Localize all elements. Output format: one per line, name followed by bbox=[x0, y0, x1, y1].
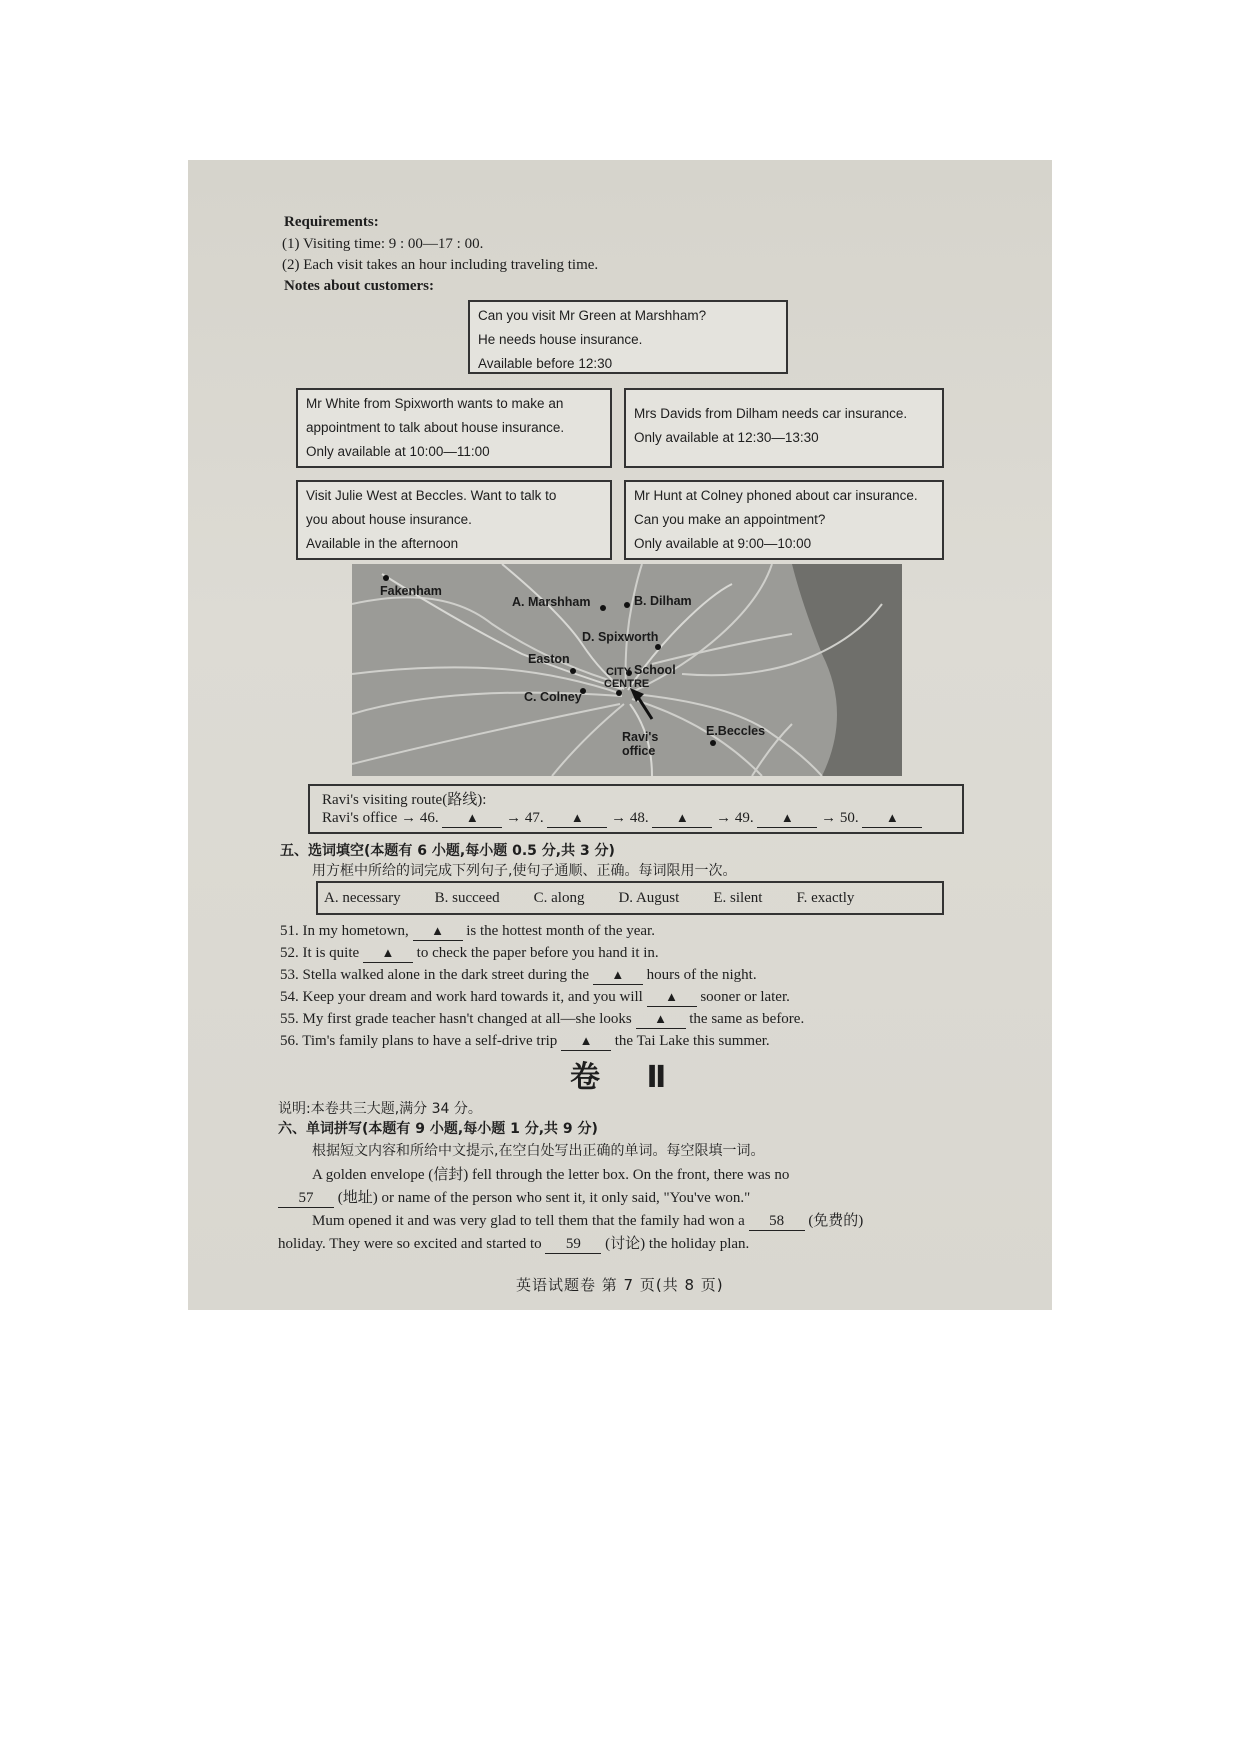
easton-dot bbox=[570, 668, 576, 674]
choice-d: D. August bbox=[618, 889, 680, 906]
blank-number: 59 bbox=[565, 1236, 581, 1252]
question-53 bbox=[280, 967, 757, 985]
passage-line-1: A golden envelope (信封) fell through the letter box. On the front, there was no bbox=[312, 1167, 790, 1183]
question-56 bbox=[280, 1033, 770, 1051]
answer-blank-58[interactable] bbox=[749, 1213, 805, 1231]
section6-instruction: 根据短文内容和所给中文提示,在空白处写出正确的单词。每空限填一词。 bbox=[312, 1143, 765, 1159]
route-arrow: → bbox=[611, 810, 627, 826]
blank-mark: ▲ bbox=[381, 945, 395, 960]
label-dilham: B. Dilham bbox=[634, 594, 692, 608]
route-blank-46[interactable] bbox=[442, 810, 502, 828]
note-west bbox=[296, 480, 612, 560]
choice-e: E. silent bbox=[713, 889, 763, 906]
note-line: Available before 12:30 bbox=[478, 356, 613, 371]
note-line: He needs house insurance. bbox=[478, 332, 643, 347]
route-arrow: → bbox=[401, 810, 417, 826]
label-city: CITY bbox=[606, 666, 632, 678]
label-school: School bbox=[634, 663, 676, 677]
spixworth-dot bbox=[655, 644, 661, 650]
q-before: Tim's family plans to have a self-drive trip bbox=[302, 1033, 558, 1049]
q-after: sooner or later. bbox=[700, 989, 790, 1005]
note-line: appointment to talk about house insurance. bbox=[306, 420, 565, 435]
answer-blank-51[interactable] bbox=[413, 923, 463, 941]
volume-2-note: 说明:本卷共三大题,满分 34 分。 bbox=[278, 1101, 482, 1117]
note-green bbox=[468, 300, 788, 374]
route-num: 47. bbox=[524, 810, 544, 826]
route-blank-48[interactable] bbox=[652, 810, 712, 828]
page-footer: 英语试题卷 第 7 页(共 8 页) bbox=[516, 1276, 724, 1294]
note-line: Mr Hunt at Colney phoned about car insurance. bbox=[634, 488, 918, 503]
answer-blank-52[interactable] bbox=[363, 945, 413, 963]
choice-b: B. succeed bbox=[434, 889, 500, 906]
route-num: 48. bbox=[629, 810, 649, 826]
choice-f: F. exactly bbox=[796, 889, 855, 906]
blank-mark: ▲ bbox=[665, 989, 679, 1004]
passage-line-3 bbox=[312, 1209, 863, 1231]
blank-number: 57 bbox=[298, 1190, 314, 1206]
blank-mark: ▲ bbox=[780, 810, 794, 825]
label-spixworth: D. Spixworth bbox=[582, 630, 659, 644]
note-line: Mrs Davids from Dilham needs car insurance. bbox=[634, 406, 908, 421]
answer-blank-56[interactable] bbox=[561, 1033, 611, 1051]
note-hunt bbox=[624, 480, 944, 560]
office-dot bbox=[616, 690, 622, 696]
label-office-2: office bbox=[622, 744, 656, 758]
blank-mark: ▲ bbox=[885, 810, 899, 825]
requirement-2: (2) Each visit takes an hour including traveling time. bbox=[282, 257, 599, 273]
blank-mark: ▲ bbox=[654, 1011, 667, 1026]
marshham-dot bbox=[600, 605, 606, 611]
section5-instruction: 用方框中所给的词完成下列句子,使句子通顺、正确。每词限用一次。 bbox=[312, 863, 737, 879]
dilham-dot bbox=[624, 602, 630, 608]
route-blank-49[interactable] bbox=[757, 810, 817, 828]
blank-mark: ▲ bbox=[579, 1033, 593, 1048]
route-arrow: → bbox=[821, 810, 837, 826]
route-start: Ravi's office bbox=[322, 810, 398, 826]
note-line: Only available at 10:00—11:00 bbox=[306, 444, 490, 459]
q-num: 53. bbox=[280, 967, 299, 983]
region-map bbox=[352, 564, 902, 776]
q-num: 55. bbox=[280, 1011, 299, 1027]
route-arrow: → bbox=[506, 810, 522, 826]
question-54 bbox=[280, 989, 790, 1007]
q-num: 54. bbox=[280, 989, 299, 1005]
route-blank-47[interactable] bbox=[547, 810, 607, 828]
note-line: you about house insurance. bbox=[306, 512, 472, 527]
section6-heading: 六、单词拼写(本题有 9 小题,每小题 1 分,共 9 分) bbox=[278, 1121, 598, 1137]
route-num: 46. bbox=[419, 810, 439, 826]
note-white bbox=[296, 388, 612, 468]
note-line: Can you make an appointment? bbox=[634, 512, 826, 527]
q-before: It is quite bbox=[302, 945, 360, 961]
answer-blank-53[interactable] bbox=[593, 967, 643, 985]
label-office-1: Ravi's bbox=[622, 730, 659, 744]
q-before: Keep your dream and work hard towards it, and you will bbox=[302, 989, 643, 1005]
q-after: the Tai Lake this summer. bbox=[614, 1033, 770, 1049]
label-centre: CENTRE bbox=[604, 678, 650, 690]
note-line: Mr White from Spixworth wants to make an bbox=[306, 396, 564, 411]
q-before: In my hometown, bbox=[302, 923, 409, 939]
exam-page-photo bbox=[188, 160, 1052, 1310]
q-after: the same as before. bbox=[689, 1011, 805, 1027]
passage-text: (地址) or name of the person who sent it, it only said, "You've won." bbox=[337, 1190, 751, 1206]
label-fakenham: Fakenham bbox=[380, 584, 442, 598]
choice-a: A. necessary bbox=[324, 889, 401, 906]
passage-text: holiday. They were so excited and started to bbox=[278, 1236, 542, 1252]
requirement-1: (1) Visiting time: 9 : 00—17 : 00. bbox=[282, 236, 484, 252]
volume-2-title: 卷 Ⅱ bbox=[570, 1060, 685, 1095]
question-55 bbox=[280, 1011, 804, 1029]
route-title: Ravi's visiting route(路线): bbox=[322, 792, 487, 808]
label-colney: C. Colney bbox=[524, 690, 582, 704]
q-num: 56. bbox=[280, 1033, 299, 1049]
question-51 bbox=[280, 923, 655, 941]
q-num: 52. bbox=[280, 945, 299, 961]
beccles-dot bbox=[710, 740, 716, 746]
answer-blank-57[interactable] bbox=[278, 1190, 334, 1208]
note-line: Only available at 12:30—13:30 bbox=[634, 430, 819, 445]
passage-text: (讨论) the holiday plan. bbox=[605, 1236, 750, 1252]
choice-c: C. along bbox=[533, 889, 585, 906]
route-box bbox=[308, 784, 964, 834]
route-arrow: → bbox=[716, 810, 732, 826]
note-line: Visit Julie West at Beccles. Want to talk to bbox=[306, 488, 557, 503]
answer-blank-55[interactable] bbox=[636, 1011, 686, 1029]
blank-mark: ▲ bbox=[675, 810, 689, 825]
blank-mark: ▲ bbox=[611, 967, 625, 982]
label-easton: Easton bbox=[528, 652, 570, 666]
passage-line-4 bbox=[278, 1232, 749, 1254]
blank-mark: ▲ bbox=[431, 923, 444, 938]
q-after: is the hottest month of the year. bbox=[466, 923, 655, 939]
requirements-heading: Requirements: bbox=[284, 214, 379, 230]
q-before: Stella walked alone in the dark street during the bbox=[302, 967, 590, 983]
question-52 bbox=[280, 945, 659, 963]
q-before: My first grade teacher hasn't changed at all—she looks bbox=[302, 1011, 632, 1027]
q-after: hours of the night. bbox=[646, 967, 757, 983]
passage-line-2 bbox=[278, 1186, 750, 1208]
blank-number: 58 bbox=[769, 1213, 785, 1229]
note-davids bbox=[624, 388, 944, 468]
note-line: Only available at 9:00—10:00 bbox=[634, 536, 812, 551]
word-choice-box bbox=[316, 881, 944, 915]
q-num: 51. bbox=[280, 923, 299, 939]
note-line: Available in the afternoon bbox=[306, 536, 459, 551]
answer-blank-59[interactable] bbox=[545, 1236, 601, 1254]
route-num: 50. bbox=[839, 810, 859, 826]
blank-mark: ▲ bbox=[465, 810, 479, 825]
label-marshham: A. Marshham bbox=[512, 595, 591, 609]
route-line bbox=[322, 810, 922, 828]
route-blank-50[interactable] bbox=[862, 810, 922, 828]
passage-text: Mum opened it and was very glad to tell them that the family had won a bbox=[312, 1213, 745, 1229]
fakenham-dot bbox=[383, 575, 389, 581]
passage-text: (免费的) bbox=[808, 1213, 864, 1229]
blank-mark: ▲ bbox=[570, 810, 584, 825]
label-beccles: E.Beccles bbox=[706, 724, 766, 738]
section5-heading: 五、选词填空(本题有 6 小题,每小题 0.5 分,共 3 分) bbox=[280, 843, 615, 859]
route-num: 49. bbox=[734, 810, 754, 826]
notes-heading: Notes about customers: bbox=[284, 278, 434, 294]
q-after: to check the paper before you hand it in. bbox=[416, 945, 659, 961]
note-line: Can you visit Mr Green at Marshham? bbox=[478, 308, 707, 323]
answer-blank-54[interactable] bbox=[647, 989, 697, 1007]
